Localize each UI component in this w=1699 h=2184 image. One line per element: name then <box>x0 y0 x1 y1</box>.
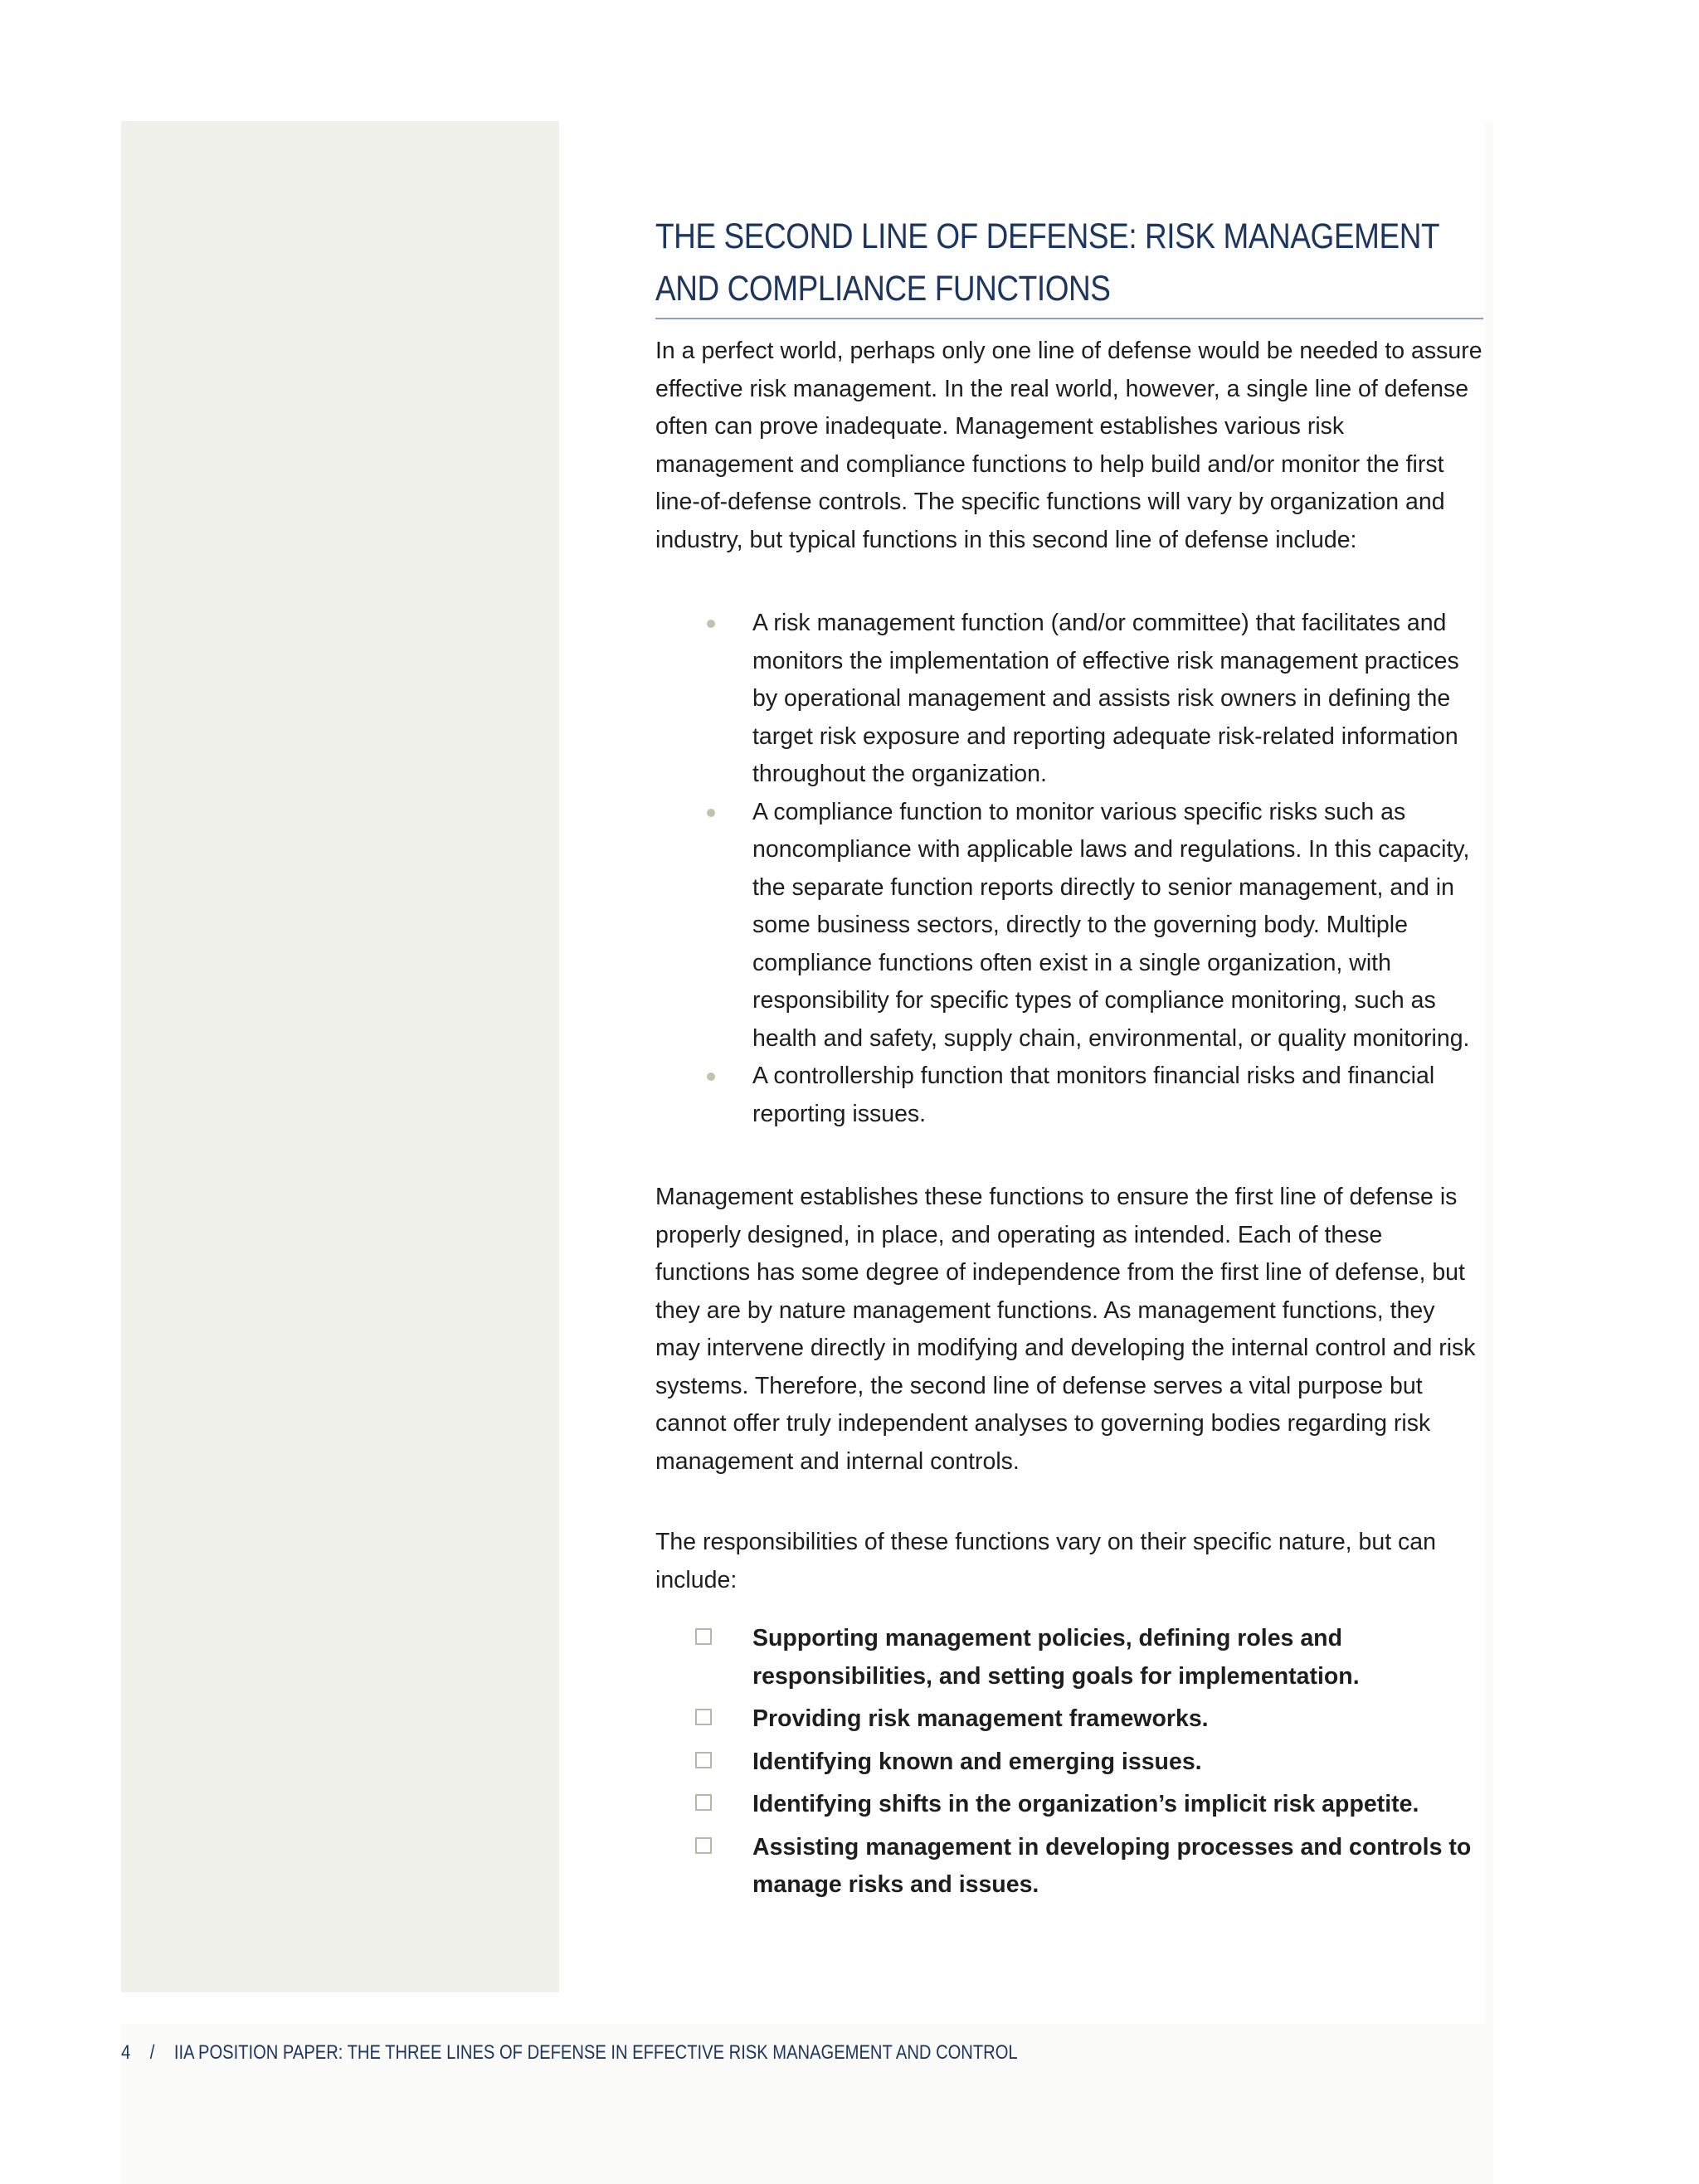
functions-list <box>655 605 1483 1133</box>
checklist-item <box>655 1829 1483 1904</box>
footer-title: IIA POSITION PAPER: THE THREE LINES OF DEFENSE IN EFFECTIVE RISK MANAGEMENT AND CONTROL <box>173 2041 1018 2064</box>
heading-line-2: AND COMPLIANCE FUNCTIONS <box>655 269 1111 309</box>
checklist-item <box>655 1786 1483 1824</box>
bullet-dot-icon <box>707 1073 715 1081</box>
square-box-icon <box>695 1837 712 1854</box>
checklist-item <box>655 1700 1483 1739</box>
bullet-dot-icon <box>707 620 715 628</box>
page-footer <box>121 2041 1018 2065</box>
list-item-text: A controllership function that monitors financial risks and financial reporting issues. <box>752 1063 1435 1127</box>
sidebar-panel <box>121 121 559 1992</box>
square-box-icon <box>695 1752 712 1768</box>
bullet-dot-icon <box>707 809 715 817</box>
responsibilities-paragraph: The responsibilities of these functions vary on their specific nature, but can include: <box>655 1529 1437 1593</box>
checklist-item-text: Assisting management in developing processes and controls to manage risks and issues. <box>752 1833 1472 1898</box>
section-heading <box>655 211 1482 315</box>
checklist-item-text: Identifying shifts in the organization’s implicit risk appetite. <box>752 1791 1419 1817</box>
right-shade <box>1485 121 1493 2184</box>
main-content <box>655 211 1483 1909</box>
square-box-icon <box>695 1794 712 1811</box>
intro-paragraph: In a perfect world, perhaps only one line of defense would be needed to assure effective risk management. In the real world, however, a single line of defense often can prove inadequate. Management establishes various risk management and compliance functions to help build and/or monitor the first line-of-defense controls. The specific functions will vary by organization and industry, but typical functions in this second line of defense include: <box>655 338 1482 553</box>
list-item-text: A risk management function (and/or committee) that facilitates and monitors the implementation of effective risk management practices by operational management and assists risk owners in defining the target risk exposure and reporting adequate risk-related information throughout the organization. <box>752 610 1459 787</box>
heading-line-1: THE SECOND LINE OF DEFENSE: RISK MANAGEMENT <box>655 216 1440 256</box>
list-item <box>655 794 1483 1058</box>
heading-rule <box>655 318 1483 319</box>
checklist-item <box>655 1620 1483 1695</box>
list-item <box>655 605 1483 794</box>
list-item <box>655 1058 1483 1133</box>
list-item-text: A compliance function to monitor various specific risks such as noncompliance with applicable laws and regulations. In this capacity, the separate function reports directly to senior management, and in some business sectors, directly to the governing body. Multiple compliance functions often exist in a single organization, with responsibility for specific types of compliance monitoring, such as health and safety, supply chain, environmental, or quality monitoring. <box>752 798 1470 1052</box>
checklist-item-text: Identifying known and emerging issues. <box>752 1748 1202 1775</box>
checklist-item-text: Providing risk management frameworks. <box>752 1705 1209 1732</box>
square-box-icon <box>695 1628 712 1645</box>
square-box-icon <box>695 1709 712 1725</box>
management-paragraph: Management establishes these functions to ensure the first line of defense is properly designed, in place, and operating as intended. Each of these functions has some degree of independence from the first line of defense, but they are by nature management functions. As management functions, they may intervene directly in modifying and developing the internal control and risk systems. Therefore, the second line of defense serves a vital purpose but cannot offer truly independent analyses to governing bodies regarding risk management and internal controls. <box>655 1184 1476 1475</box>
checklist-item-text: Supporting management policies, defining roles and responsibilities, and setting goals for implementation. <box>752 1625 1360 1690</box>
footer-separator: / <box>149 2041 155 2064</box>
page-number: 4 <box>121 2041 131 2064</box>
checklist-item <box>655 1744 1483 1782</box>
responsibilities-list <box>655 1620 1483 1904</box>
